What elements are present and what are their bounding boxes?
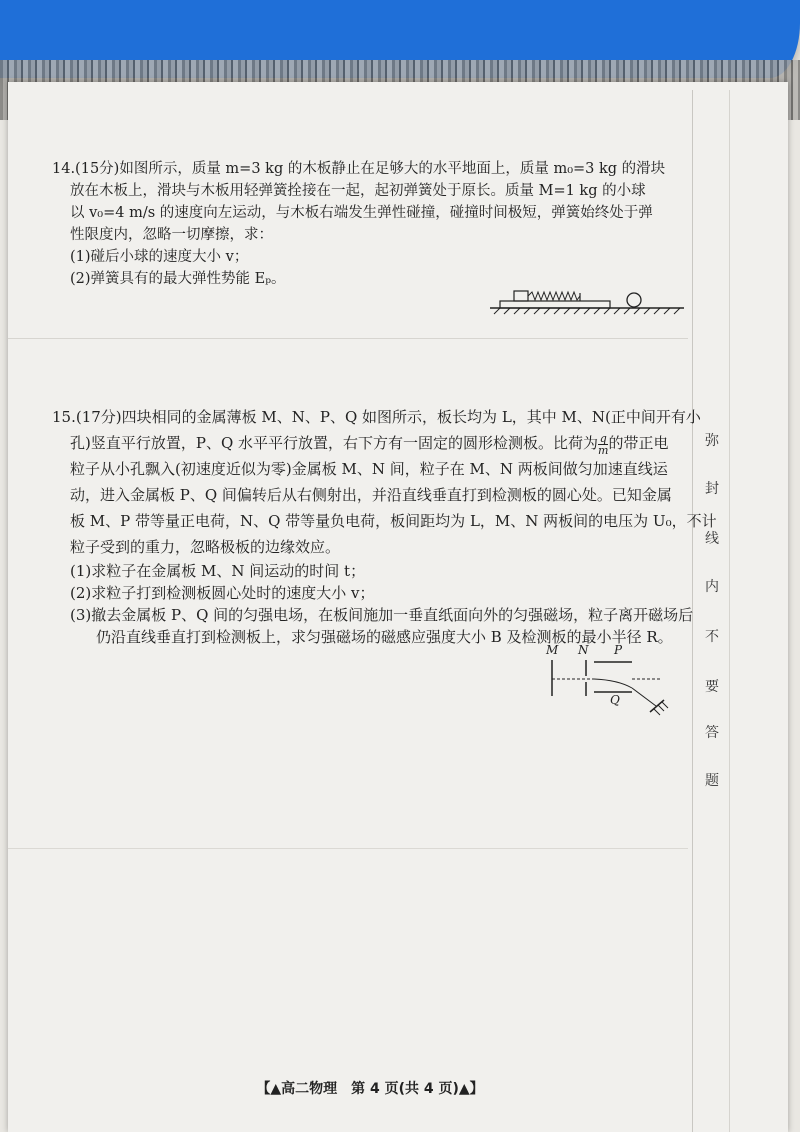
- question-15: [52, 404, 717, 648]
- q14-line: 性限度内，忽略一切摩擦，求：: [70, 227, 273, 243]
- label-m: M: [546, 643, 559, 657]
- detector-hatch: [654, 702, 668, 715]
- q14-diagram: [488, 284, 688, 320]
- spring: [528, 292, 580, 300]
- q15-diagram: [540, 640, 680, 724]
- label-n: N: [578, 643, 589, 657]
- q14-line: (2)弹簧具有的最大弹性势能 Eₚ。: [70, 271, 286, 287]
- slider-block: [514, 291, 528, 301]
- page-footer: 【▲高二物理 第 4 页(共 4 页)▲】: [256, 1081, 484, 1097]
- label-q: Q: [610, 693, 620, 707]
- ground-hatch: [494, 308, 680, 314]
- q15-line: 粒子从小孔飘入(初速度近似为零)金属板 M、N 间，粒子在 M、N 两板间做匀加速直线运: [70, 460, 668, 478]
- q15-line: 板 M、P 带等量正电荷，N、Q 带等量负电荷，板间距均为 L，M、N 两板间的电压为 U₀，不计: [70, 512, 717, 530]
- binding-char: 弥: [705, 433, 719, 449]
- q15-sub-question: (1)求粒子在金属板 M、N 间运动的时间 t；: [70, 562, 366, 580]
- wood-board: [500, 301, 610, 308]
- paper-fold-line: [8, 848, 688, 849]
- q15-sub-question: (3)撤去金属板 P、Q 间的匀强电场，在板间施加一垂直纸面向外的匀强磁场，粒子离开磁场后: [70, 606, 694, 624]
- question-14: [52, 158, 692, 290]
- particle-path-exit: [632, 688, 656, 706]
- q14-line: 14.(15分)如图所示，质量 m=3 kg 的木板静止在足够大的水平地面上，质量 m₀=3 kg 的滑块: [52, 161, 666, 177]
- binding-char: 题: [705, 773, 719, 789]
- q15-line: 15.(17分)四块相同的金属薄板 M、N、P、Q 如图所示，板长均为 L，其中 M、N(正中间开有小: [52, 408, 701, 426]
- detector-plate: [650, 700, 664, 712]
- binding-char: 线: [705, 531, 719, 547]
- label-p: P: [614, 643, 623, 657]
- binding-char: 内: [705, 579, 719, 595]
- particle-path-curve: [594, 679, 632, 688]
- q15-sub-question: (2)求粒子打到检测板圆心处时的速度大小 v；: [70, 584, 375, 602]
- q15-line: 粒子受到的重力，忽略极板的边缘效应。: [70, 538, 341, 556]
- q15-line: 动，进入金属板 P、Q 间偏转后从右侧射出，并沿直线垂直打到检测板的圆心处。已知金属: [70, 486, 672, 504]
- small-ball: [627, 293, 641, 307]
- binding-char: 不: [705, 629, 719, 645]
- binding-char: 要: [705, 679, 719, 695]
- binding-char: 封: [705, 481, 719, 497]
- binding-margin: [692, 90, 730, 1132]
- charge-mass-ratio: $\frac{q}{m}$: [598, 431, 609, 457]
- q14-line: (1)碰后小球的速度大小 v；: [70, 249, 249, 265]
- q15-sub-question: 仍沿直线垂直打到检测板上，求匀强磁场的磁感应强度大小 B 及检测板的最小半径 R。: [96, 628, 673, 646]
- paper-fold-line: [8, 338, 688, 339]
- binding-char: 答: [705, 725, 719, 741]
- q14-line: 放在木板上，滑块与木板用轻弹簧拴接在一起，起初弹簧处于原长。质量 M=1 kg 的小球: [70, 183, 646, 199]
- q15-line: 孔)竖直平行放置，P、Q 水平平行放置，右下方有一固定的圆形检测板。比荷为 $\frac{q}{m}$ 的带正电: [70, 431, 669, 457]
- q14-line: 以 v₀=4 m/s 的速度向左运动，与木板右端发生弹性碰撞，碰撞时间极短，弹簧始终处于弹: [70, 205, 653, 221]
